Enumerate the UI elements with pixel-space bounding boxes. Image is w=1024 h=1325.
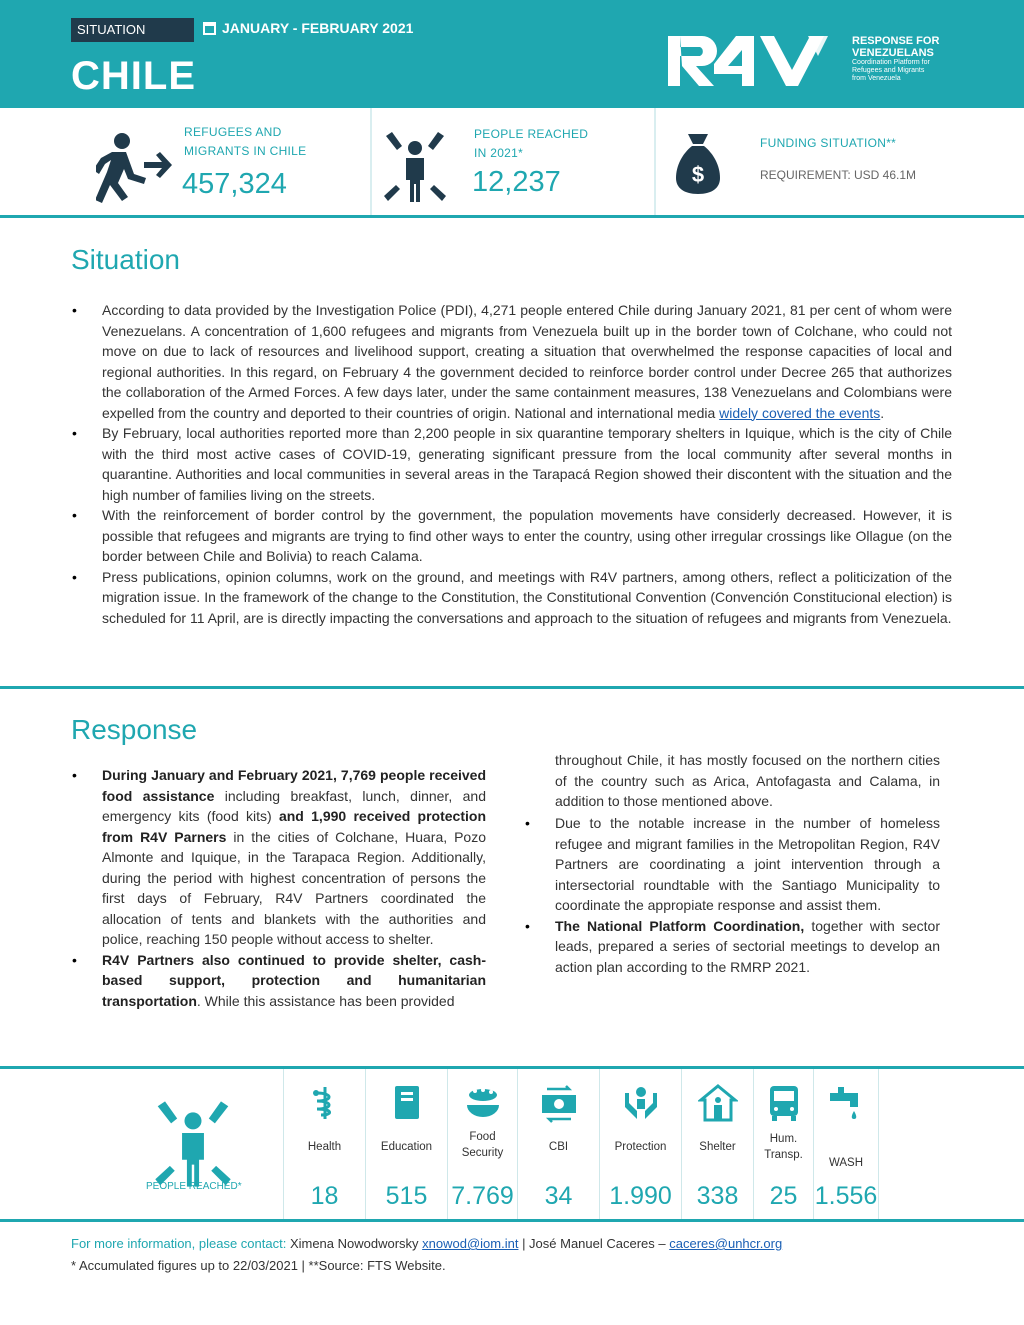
- funding-requirement: REQUIREMENT: USD 46.1M: [760, 168, 917, 182]
- bus-icon: [764, 1083, 804, 1123]
- sector-humanitarian-transport: Hum. Transp. 25: [753, 1069, 813, 1219]
- key-figures: [0, 108, 1024, 218]
- person-moving-icon: [96, 132, 174, 206]
- list-item: • With the reinforcement of border control by the government, the population movements have considerly decreased. However, it is possible that refugees and migrants are trying to find other ways to enter the country, using other irregular crossings like Ollague (on the border between Chile and Bolivia) to reach Calama.: [72, 505, 952, 567]
- refugees-value: 457,324: [182, 168, 287, 200]
- logo-wordmark: RESPONSE FOR VENEZUELANS Coordination Platform for Refugees and Migrants from Venezuela: [852, 35, 940, 82]
- sector-value: 7.769: [451, 1182, 514, 1210]
- people-reached-by-sector: [0, 1066, 1024, 1222]
- email-link-iom[interactable]: xnowod@iom.int: [422, 1236, 519, 1251]
- stats-divider: [654, 108, 656, 215]
- person-reached-icon: [382, 130, 448, 204]
- cash-icon: [539, 1083, 579, 1123]
- refugees-label: REFUGEES AND MIGRANTS IN CHILE: [184, 125, 307, 158]
- list-item: • Due to the notable increase in the number of homeless refugee and migrant families in the Metropolitan Region, R4V Partners are coordinating a joint intervention through a intersectorial roundtable with the Santiago Municipality to coordinate the appropiate response and assist them.: [525, 813, 940, 916]
- funding-label: FUNDING SITUATION**: [760, 136, 897, 150]
- sector-education: Education 515: [365, 1069, 447, 1219]
- food-security-icon: [463, 1083, 503, 1123]
- response-title: Response: [71, 714, 198, 745]
- list-item: • The National Platform Coordination, together with sector leads, prepared a series of sectorial meetings to develop an action plan according to the RMRP 2021.: [525, 916, 940, 978]
- response-list-right: [525, 813, 940, 977]
- situation-title: Situation: [71, 244, 180, 275]
- people-reached-caption: PEOPLE REACHED*: [146, 1181, 242, 1192]
- people-reached-label: PEOPLE REACHED IN 2021*: [474, 127, 589, 160]
- people-reached-value: 12,237: [472, 166, 561, 198]
- report-period: [203, 20, 413, 36]
- shelter-icon: [698, 1083, 738, 1123]
- list-item: • According to data provided by the Investigation Police (PDI), 4,271 people entered Chile during January 2021, 81 per cent of whom were Venezuelans. A concentration of 1,600 refugees and migrants from Venezuela built up in the border town of Colchane, who could not move on due to lack of resources and livelihood support, creating a situation that overwhelmed the response capacities of local and regional authorities. In this regard, on February 4 the government decided to reinforce border control under Decree 265 that authorizes the collaboration of the Armed Forces. A few days later, under the same containment measures, 138 Venezuelans and Colombians were expelled from the country and deported to their countries of origin. National and international media widely covered the events.: [72, 300, 952, 423]
- sector-value: 515: [385, 1182, 428, 1210]
- water-tap-icon: [826, 1083, 866, 1123]
- stats-divider: [370, 108, 372, 215]
- r4v-logo-icon: [668, 34, 848, 88]
- report-period-text: JANUARY - FEBRUARY 2021: [222, 20, 414, 36]
- calendar-icon: [203, 22, 216, 35]
- sector-shelter: Shelter 338: [681, 1069, 753, 1219]
- sector-wash: WASH 1.556: [813, 1069, 879, 1219]
- document-type-tag: SITUATION: [71, 18, 194, 42]
- contact-info: For more information, please contact: Ximena Nowodworsky xnowod@iom.int | José Manuel Caceres – caceres@unhcr.org: [71, 1236, 783, 1251]
- footnote: * Accumulated figures up to 22/03/2021 | **Source: FTS Website.: [71, 1258, 446, 1273]
- list-item: • By February, local authorities reported more than 2,200 people in six quarantine temporary shelters in Iquique, which is the city of Chile with the third most active cases of COVID-19, generating significant pressure from the local community after several months in quarantine. Authorities and local communities in several areas in the Tarapacá Region showed their discontent with the situation and the high number of families living on the streets.: [72, 423, 952, 505]
- education-icon: [387, 1083, 427, 1123]
- sector-food-security: Food Security 7.769: [447, 1069, 517, 1219]
- sector-health: Health 18: [283, 1069, 365, 1219]
- response-continuation: throughout Chile, it has mostly focused on the northern cities of the country such as Arica, Antofagasta and Calama, in addition to those mentioned above.: [555, 752, 940, 809]
- sector-value: 34: [544, 1182, 573, 1210]
- response-list-left: [72, 765, 486, 1011]
- money-bag-icon: [674, 132, 722, 196]
- list-item: • R4V Partners also continued to provide shelter, cash-based support, protection and humanitarian transportation. While this assistance has been provided: [72, 950, 486, 1012]
- sector-cbi: CBI 34: [517, 1069, 599, 1219]
- situation-list: [72, 300, 952, 628]
- protection-icon: [621, 1083, 661, 1123]
- sector-value: 1.990: [609, 1182, 672, 1210]
- media-coverage-link[interactable]: widely covered the events: [719, 404, 881, 421]
- sector-value: 18: [310, 1182, 339, 1210]
- sector-protection: Protection 1.990: [599, 1069, 681, 1219]
- section-divider: [0, 686, 1024, 689]
- header-band: [0, 0, 1024, 108]
- person-reached-icon: [148, 1099, 238, 1189]
- country-title: CHILE: [71, 54, 196, 98]
- email-link-unhcr[interactable]: caceres@unhcr.org: [669, 1236, 783, 1251]
- svg-text:$: $: [691, 162, 705, 187]
- list-item: • During January and February 2021, 7,769 people received food assistance including breakfast, lunch, dinner, and emergency kits (food kits) and 1,990 received protection from R4V Parners in the cities of Colchane, Huara, Pozo Almonte and Iquique, in the Tarapaca Region. Additionally, during the period with highest concentration of persons the first days of February, R4V Partners coordinated the allocation of tents and blankets with the authorities and police, reaching 150 people without access to shelter.: [72, 765, 486, 950]
- sector-value: 25: [769, 1182, 798, 1210]
- sector-value: 338: [696, 1182, 739, 1210]
- sector-value: 1.556: [814, 1182, 878, 1210]
- health-icon: [305, 1083, 345, 1123]
- list-item: • Press publications, opinion columns, work on the ground, and meetings with R4V partners, among others, reflect a politicization of the migration issue. In the framework of the change to the Constitution, the Constitutional Convention (Convención Constitucional election) is scheduled for 11 April, are is directly impacting the conversations and approach to the situation of refugees and migrants from Venezuela.: [72, 567, 952, 629]
